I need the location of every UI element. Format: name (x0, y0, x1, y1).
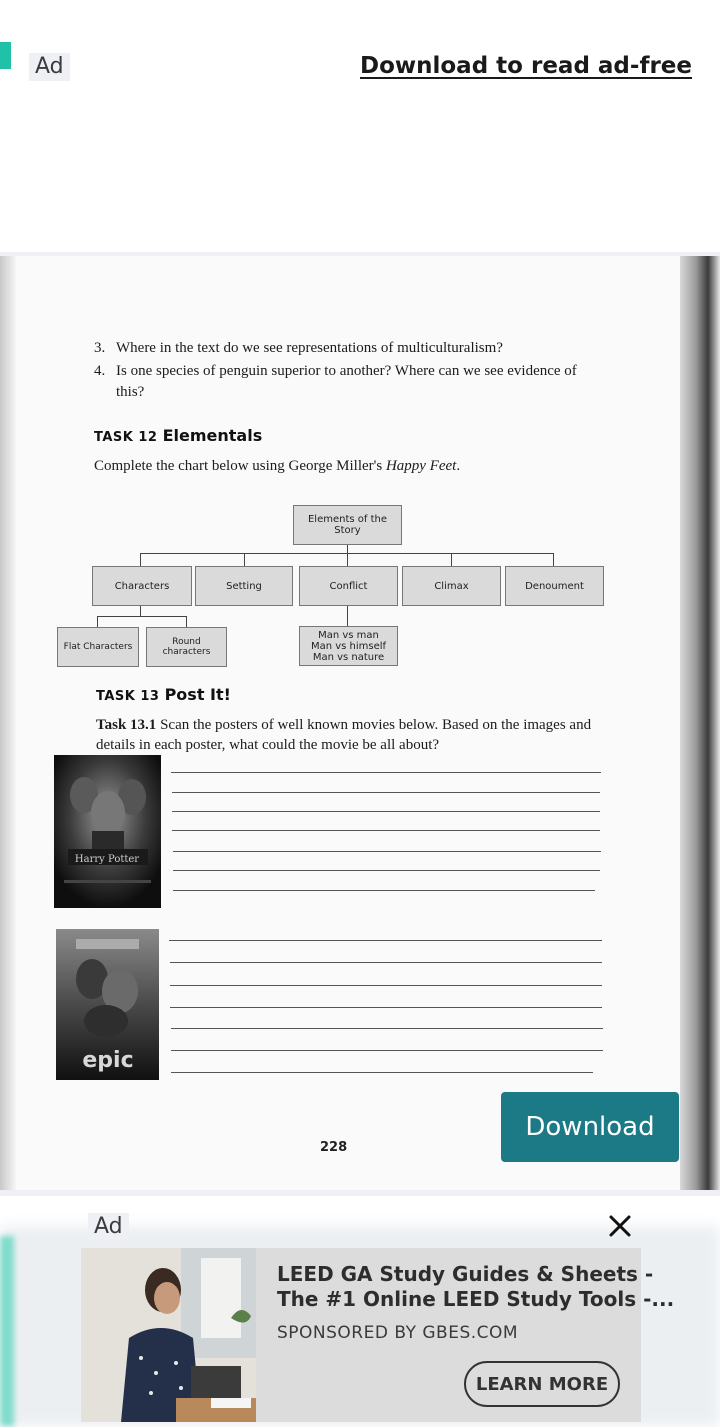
chart-connector (553, 553, 554, 566)
movie-poster-epic (56, 929, 159, 1080)
answer-line (169, 940, 602, 941)
task-12-heading: TASK 12 Elementals (94, 426, 263, 445)
chart-box-setting: Setting (195, 566, 293, 606)
ad-image (81, 1248, 256, 1422)
answer-line (172, 830, 600, 831)
ad-card[interactable] (81, 1248, 675, 1422)
chart-connector (244, 553, 245, 566)
answer-line (172, 792, 600, 793)
top-ad-banner (0, 0, 720, 252)
task-13-heading: TASK 13 Post It! (96, 685, 231, 704)
chart-connector (97, 616, 187, 617)
chart-box-round-characters: Round characters (146, 627, 227, 667)
close-icon[interactable] (606, 1212, 634, 1240)
page-number: 228 (320, 1140, 348, 1155)
task-13-instruction: Task 13.1 Scan the posters of well known movies below. Based on the images and details in each poster, what could the movie be all about? (96, 717, 592, 753)
chart-connector (97, 616, 98, 627)
chart-box-characters: Characters (92, 566, 192, 606)
answer-line (173, 870, 600, 871)
answer-line (171, 1050, 603, 1051)
answer-line (170, 962, 602, 963)
movie-poster-harry-potter (54, 755, 161, 908)
chart-connector (186, 616, 187, 627)
question-3: 3. Where in the text do we see representations of multiculturalism? (94, 340, 503, 356)
bottom-ad-area (0, 1196, 720, 1422)
poster-title: Harry Potter (74, 854, 140, 865)
ad-accent-tab (0, 42, 11, 69)
answer-line (171, 1028, 603, 1029)
chart-box-conflict-types: Man vs man Man vs himself Man vs nature (299, 626, 398, 666)
document-page (0, 256, 720, 1190)
chart-connector (347, 553, 348, 566)
poster-title: epic (82, 1048, 134, 1073)
chart-box-climax: Climax (402, 566, 501, 606)
chart-box-denoument: Denoument (505, 566, 604, 606)
ad-badge: Ad (29, 53, 70, 81)
task-12-instruction: Complete the chart below using George Miller's Happy Feet. (94, 458, 461, 474)
download-button[interactable]: Download (501, 1092, 679, 1162)
chart-connector (347, 606, 348, 627)
ad-badge: Ad (88, 1213, 129, 1241)
page-binding-shadow (0, 256, 16, 1190)
blurred-accent (0, 1236, 14, 1426)
question-4: 4. Is one species of penguin superior to another? Where can we see evidence of this? (94, 363, 577, 400)
ad-sponsor: SPONSORED BY GBES.COM (277, 1323, 519, 1343)
answer-line (170, 985, 602, 986)
answer-line (173, 851, 601, 852)
chart-root-box: Elements of the Story (293, 505, 402, 545)
answer-line (173, 890, 595, 891)
chart-connector (140, 553, 141, 566)
answer-line (171, 772, 601, 773)
chart-box-conflict: Conflict (299, 566, 398, 606)
download-ad-free-link[interactable]: Download to read ad-free (359, 53, 692, 79)
chart-connector (140, 606, 141, 616)
learn-more-button[interactable]: LEARN MORE (464, 1361, 620, 1407)
chart-box-flat-characters: Flat Characters (57, 627, 139, 667)
page-shadow (680, 256, 720, 1190)
ad-headline[interactable]: LEED GA Study Guides & Sheets - The #1 Online LEED Study Tools -... (277, 1262, 675, 1311)
answer-line (170, 1007, 602, 1008)
chart-connector (451, 553, 452, 566)
answer-line (171, 1072, 593, 1073)
answer-line (172, 811, 600, 812)
